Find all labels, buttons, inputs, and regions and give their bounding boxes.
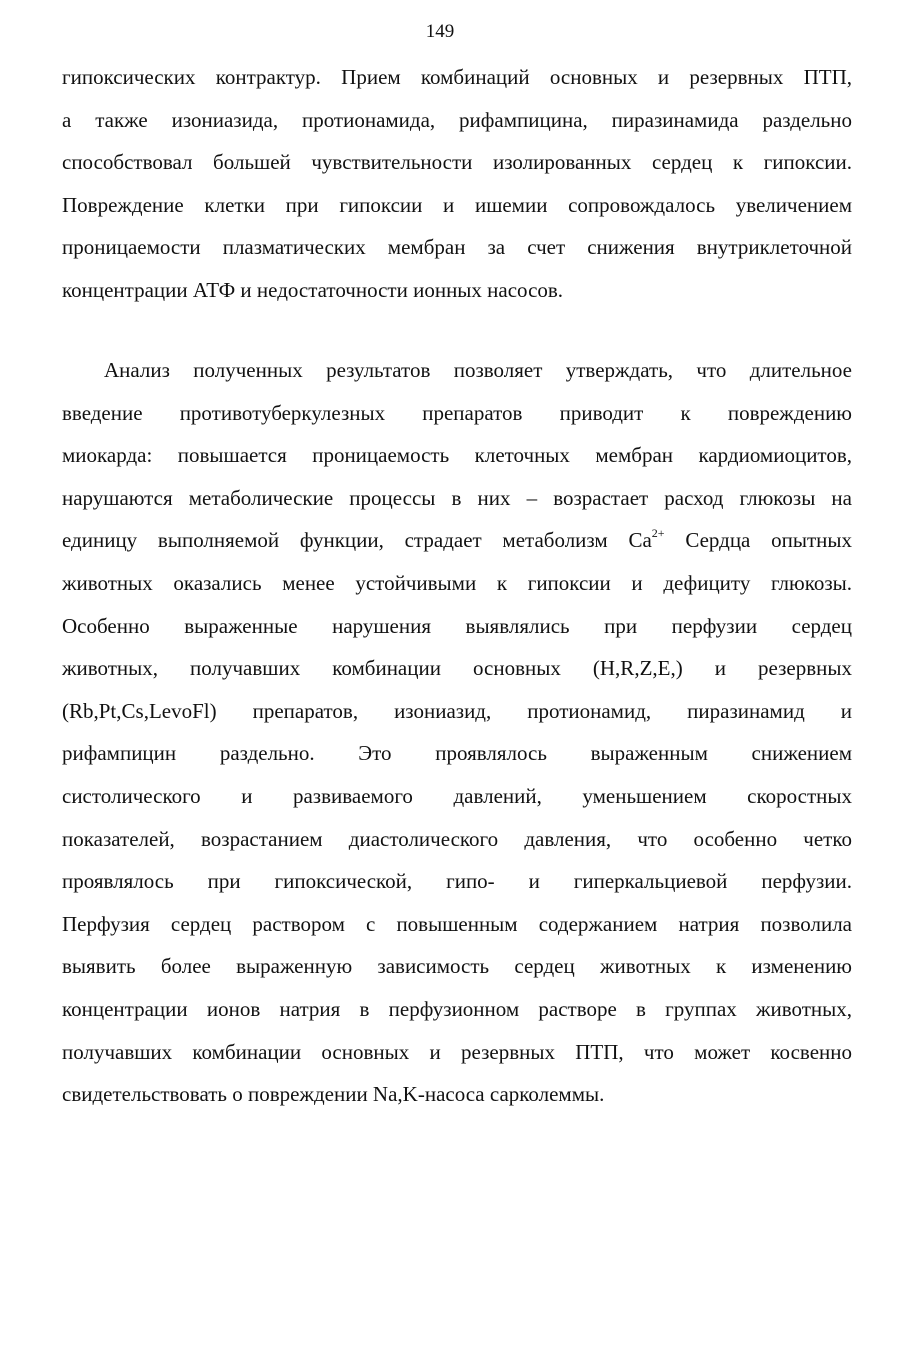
page-number: 149	[425, 21, 455, 42]
text-line: животных, получавших комбинации основных (H,R,Z,E,) и резервных	[62, 656, 852, 681]
text-line: Повреждение клетки при гипоксии и ишемии сопровождалось увеличением	[62, 192, 852, 217]
text-line: рифампицин раздельно. Это проявлялось выраженным снижением	[62, 741, 852, 766]
paragraph-hypoxic-contractures	[62, 56, 852, 311]
text-line: показателей, возрастанием диастолического давления, что особенно четко	[62, 826, 852, 851]
text-fragment: Сердца опытных	[685, 528, 852, 553]
text-line: получавших комбинации основных и резервных ПТП, что может косвенно	[62, 1039, 852, 1064]
text-line: (Rb,Pt,Cs,LevoFl) препаратов, изониазид, протионамид, пиразинамид и	[62, 698, 852, 723]
text-line: гипоксических контрактур. Прием комбинаций основных и резервных ПТП,	[62, 65, 852, 89]
text-line: способствовал большей чувствительности изолированных сердец к гипоксии.	[62, 150, 852, 174]
text-line: Анализ полученных результатов позволяет утверждать, что длительное	[104, 358, 852, 382]
text-line: миокарда: повышается проницаемость клеточных мембран кардиомиоцитов,	[62, 443, 852, 468]
text-line: систолического и развиваемого давлений, уменьшением скоростных	[62, 783, 852, 808]
text-line: Перфузия сердец раствором с повышенным содержанием натрия позволила	[62, 911, 852, 936]
text-line: концентрации ионов натрия в перфузионном растворе в группах животных,	[62, 996, 852, 1021]
text-line: концентрации АТФ и недостаточности ионных насосов.	[62, 277, 564, 302]
text-line: проявлялось при гипоксической, гипо- и гиперкальциевой перфузии.	[62, 869, 852, 894]
calcium-superscript: 2+	[651, 526, 665, 541]
text-line: Особенно выраженные нарушения выявлялись при перфузии сердец	[62, 613, 852, 638]
text-line: введение противотуберкулезных препаратов приводит к повреждению	[62, 400, 852, 425]
text-line: выявить более выраженную зависимость сердец животных к изменению	[62, 954, 852, 979]
text-line: нарушаются метаболические процессы в них – возрастает расход глюкозы на	[62, 485, 852, 510]
paragraph-analysis-results	[62, 349, 852, 1116]
text-line: проницаемости плазматических мембран за счет снижения внутриклеточной	[62, 235, 852, 259]
text-line-with-superscript	[62, 519, 852, 562]
text-line: животных оказались менее устойчивыми к гипоксии и дефициту глюкозы.	[62, 570, 852, 595]
text-line: свидетельствовать о повреждении Na,K-насоса сарколеммы.	[62, 1082, 605, 1107]
text-line: а также изониазида, протионамида, рифампицина, пиразинамида раздельно	[62, 107, 852, 132]
text-fragment: единицу выполняемой функции, страдает метаболизм Ca	[62, 528, 652, 553]
